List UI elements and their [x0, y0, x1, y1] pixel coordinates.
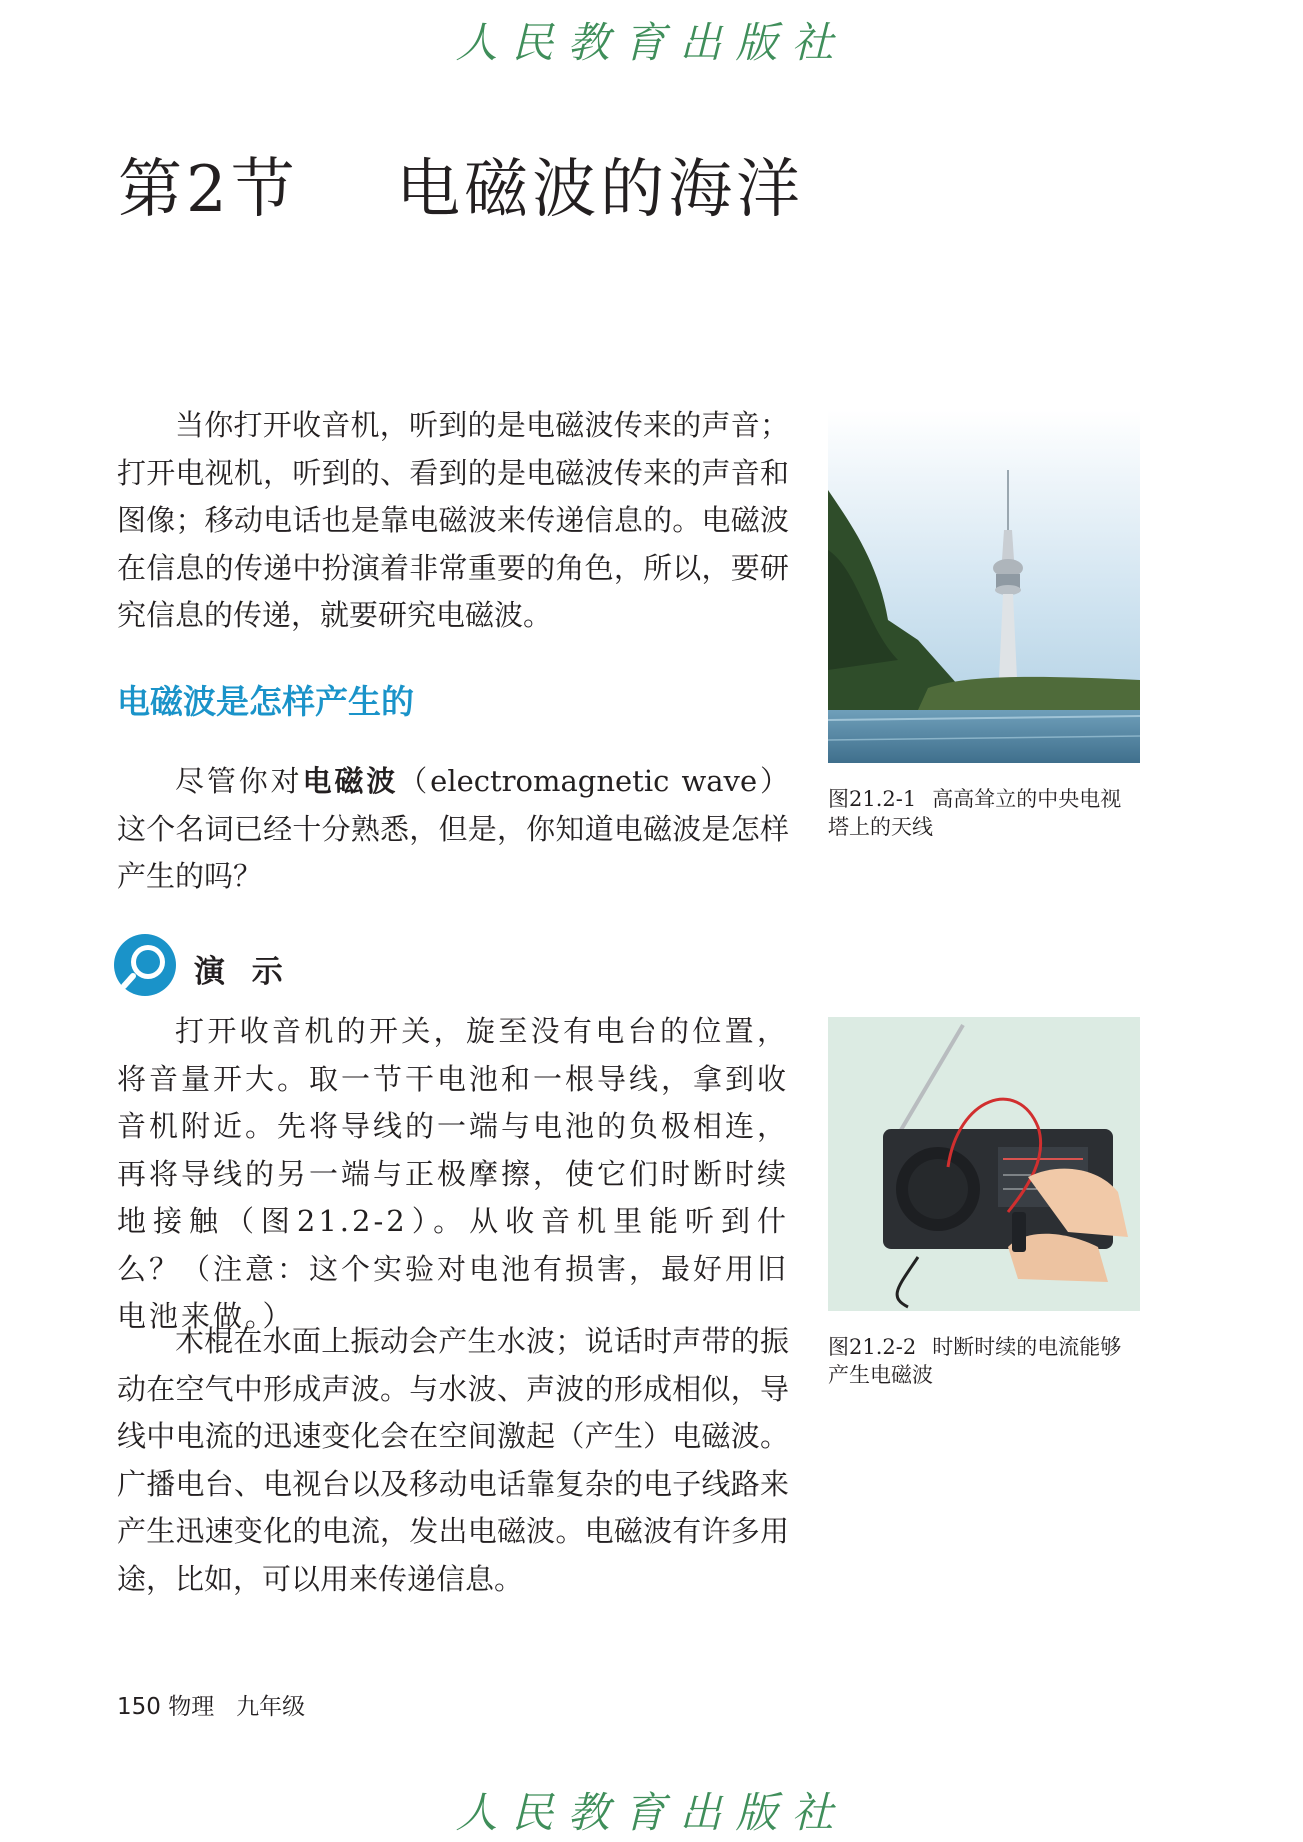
demo-text: 打开收音机的开关，旋至没有电台的位置，将音量开大。取一节干电池和一根导线，拿到收音机附近。先将导线的一端与电池的负极相连，再将导线的另一端与正极摩擦，使它们时断时续地接触（图21.2-2）。从收音机里能听到什么？（注意：这个实验对电池有损害，最好用旧电池来做。）	[117, 1014, 790, 1333]
publisher-watermark-bottom: 人民教育出版社	[455, 1788, 848, 1837]
radio-experiment-photo	[828, 1017, 1140, 1311]
question-text-before: 尽管你对	[175, 764, 303, 798]
figure-caption	[828, 785, 1140, 841]
chapter-number: 第2节	[118, 153, 299, 227]
question-text-after: （electromagnetic wave）这个名词已经十分熟悉，但是，你知道电磁波是怎样产生的吗？	[117, 764, 789, 893]
figure-caption-text: 时断时续的电流能够产生电磁波	[828, 1335, 1122, 1387]
magnifier-icon	[112, 932, 178, 998]
figure-radio-experiment	[828, 1017, 1140, 1389]
chapter-title	[118, 138, 804, 230]
figure-caption-text: 高高耸立的中央电视塔上的天线	[828, 787, 1122, 839]
figure-caption	[828, 1333, 1140, 1389]
key-term: 电磁波	[302, 764, 399, 798]
figure-number: 图21.2-2	[828, 1335, 917, 1359]
page-number: 150	[117, 1694, 161, 1720]
figure-tv-tower	[828, 410, 1140, 841]
figure-number: 图21.2-1	[828, 787, 917, 811]
footer-subject: 物理	[168, 1694, 215, 1720]
question-paragraph	[117, 758, 789, 901]
page-footer	[117, 1688, 305, 1721]
section-heading: 电磁波是怎样产生的	[117, 682, 414, 721]
intro-paragraph: 当你打开收音机，听到的是电磁波传来的声音；打开电视机，听到的、看到的是电磁波传来的声音和图像；移动电话也是靠电磁波来传递信息的。电磁波在信息的传递中扮演着非常重要的角色，所以，要研究信息的传递，就要研究电磁波。	[117, 408, 789, 632]
tv-tower-photo	[828, 410, 1140, 763]
footer-grade: 九年级	[236, 1694, 306, 1720]
chapter-name: 电磁波的海洋	[396, 153, 805, 227]
publisher-watermark-top: 人民教育出版社	[455, 18, 848, 67]
explanation-paragraph: 木棍在水面上振动会产生水波；说话时声带的振动在空气中形成声波。与水波、声波的形成相似，导线中电流的迅速变化会在空间激起（产生）电磁波。广播电台、电视台以及移动电话靠复杂的电子线路来产生迅速变化的电流，发出电磁波。电磁波有许多用途，比如，可以用来传递信息。	[117, 1324, 789, 1596]
demo-label: 演 示	[194, 954, 291, 990]
